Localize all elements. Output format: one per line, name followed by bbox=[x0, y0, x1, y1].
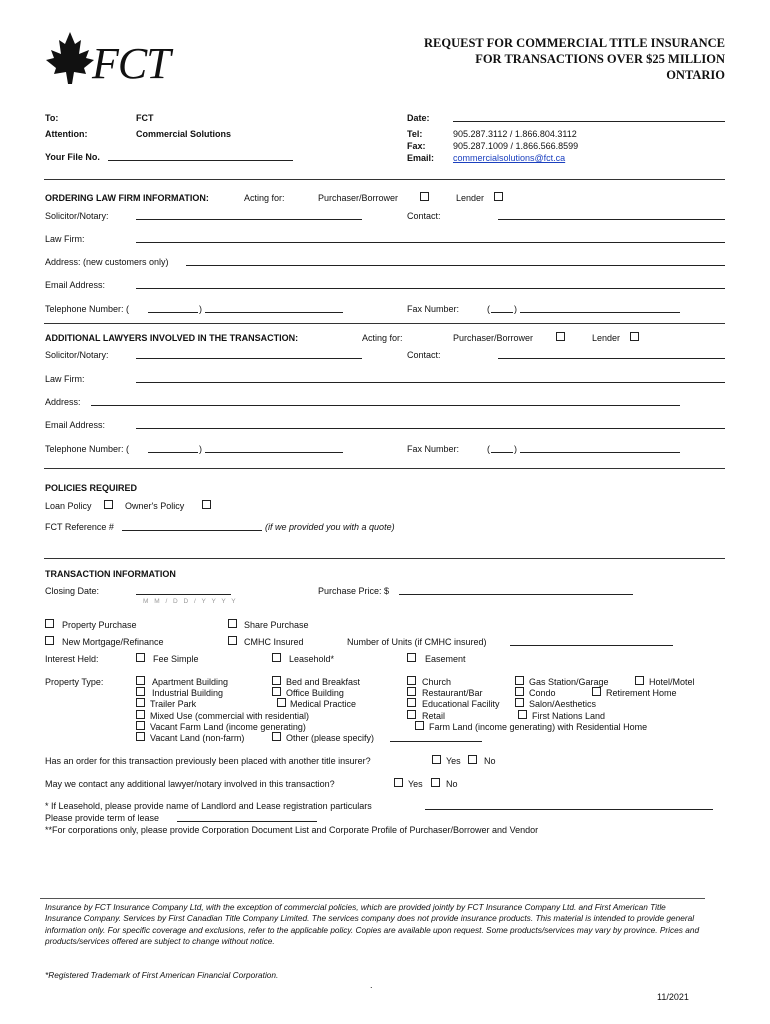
type-industrial-checkbox[interactable] bbox=[136, 687, 145, 696]
type-retirement-checkbox[interactable] bbox=[592, 687, 601, 696]
ordering-address-field[interactable] bbox=[186, 265, 725, 266]
type-condo-checkbox[interactable] bbox=[515, 687, 524, 696]
additional-address-field[interactable] bbox=[91, 405, 680, 406]
footer-divider bbox=[40, 898, 705, 899]
share-purchase-checkbox[interactable] bbox=[228, 619, 237, 628]
ordering-email-field[interactable] bbox=[136, 288, 725, 289]
additional-email-field[interactable] bbox=[136, 428, 725, 429]
type-other-field[interactable] bbox=[390, 741, 482, 742]
fax-value: 905.287.1009 / 1.866.566.8599 bbox=[453, 141, 579, 151]
ordering-acting-for: Acting for: bbox=[244, 193, 285, 203]
additional-fax-paren-close: ) bbox=[514, 444, 517, 454]
fct-logo bbox=[44, 30, 204, 88]
previous-order-no-checkbox[interactable] bbox=[468, 755, 477, 764]
ordering-contact-label: Contact: bbox=[407, 211, 441, 221]
title-line-1: REQUEST FOR COMMERCIAL TITLE INSURANCE bbox=[424, 36, 725, 50]
ordering-solicitor-label: Solicitor/Notary: bbox=[45, 211, 109, 221]
to-value: FCT bbox=[136, 113, 154, 123]
additional-fax-paren-open: ( bbox=[487, 444, 490, 454]
footer-disclaimer: Insurance by FCT Insurance Company Ltd, with the exception of commercial policies, which are provided jointly by FCT Insurance Company Ltd. and First American Title Insurance Company. Services by First Canadian Title Company Limited. The services company does not provide insurance products. This material is intended to provide general information only. For specific coverage and exclusions, refer to the applicable policy. Copies are available upon request. Some products/services may vary by province. Prices and products/services offered are subject to change without notice. bbox=[45, 902, 700, 946]
ordering-telephone-field[interactable] bbox=[205, 312, 343, 313]
closing-date-hint: M M / D D / Y Y Y Y bbox=[143, 598, 238, 605]
ordering-fax-paren-open: ( bbox=[487, 304, 490, 314]
ordering-purchaser-checkbox[interactable] bbox=[420, 192, 429, 201]
logo-text: FCT bbox=[92, 39, 170, 88]
ordering-lawfirm-label: Law Firm: bbox=[45, 234, 85, 244]
type-apartment-label: Apartment Building bbox=[152, 677, 229, 687]
type-trailer-label: Trailer Park bbox=[150, 699, 197, 709]
email-label: Email: bbox=[407, 153, 435, 163]
additional-acting-for: Acting for: bbox=[362, 333, 403, 343]
ordering-fax-paren-close: ) bbox=[514, 304, 517, 314]
file-no-label: Your File No. bbox=[45, 152, 100, 162]
type-vacant-farm-checkbox[interactable] bbox=[136, 721, 145, 730]
type-salon-checkbox[interactable] bbox=[515, 698, 524, 707]
type-church-label: Church bbox=[422, 677, 452, 687]
contact-lawyer-no-label: No bbox=[446, 779, 458, 789]
easement-checkbox[interactable] bbox=[407, 653, 416, 662]
units-label: Number of Units (if CMHC insured) bbox=[347, 637, 487, 647]
additional-solicitor-field[interactable] bbox=[136, 358, 362, 359]
type-church-checkbox[interactable] bbox=[407, 676, 416, 685]
lease-term-note: Please provide term of lease bbox=[45, 813, 160, 823]
additional-paren-close: ) bbox=[199, 444, 202, 454]
email-link[interactable]: commercialsolutions@fct.ca bbox=[453, 153, 566, 163]
loan-policy-label: Loan Policy bbox=[45, 501, 92, 511]
fax-label: Fax: bbox=[407, 141, 426, 151]
attention-value: Commercial Solutions bbox=[136, 129, 232, 139]
additional-contact-label: Contact: bbox=[407, 350, 441, 360]
additional-area-code-field[interactable] bbox=[148, 452, 198, 453]
type-retirement-label: Retirement Home bbox=[606, 688, 677, 698]
type-trailer-checkbox[interactable] bbox=[136, 698, 145, 707]
maple-leaf-icon bbox=[44, 30, 96, 86]
type-medical-label: Medical Practice bbox=[290, 699, 357, 709]
additional-heading: ADDITIONAL LAWYERS INVOLVED IN THE TRANSACTION: bbox=[45, 333, 299, 343]
ordering-telephone-label: Telephone Number: ( bbox=[45, 304, 130, 314]
ordering-email-label: Email Address: bbox=[45, 280, 106, 290]
ordering-lawfirm-field[interactable] bbox=[136, 242, 725, 243]
type-vacant-farm-label: Vacant Farm Land (income generating) bbox=[150, 722, 306, 732]
additional-fax-label: Fax Number: bbox=[407, 444, 460, 454]
units-field[interactable] bbox=[510, 645, 673, 646]
type-farm-residential-checkbox[interactable] bbox=[415, 721, 424, 730]
type-first-nations-checkbox[interactable] bbox=[518, 710, 527, 719]
purchase-price-label: Purchase Price: $ bbox=[318, 586, 390, 596]
type-apartment-checkbox[interactable] bbox=[136, 676, 145, 685]
date-label: Date: bbox=[407, 113, 430, 123]
fct-reference-field[interactable] bbox=[122, 530, 262, 531]
ordering-paren-close: ) bbox=[199, 304, 202, 314]
additional-email-label: Email Address: bbox=[45, 420, 106, 430]
lease-term-field[interactable] bbox=[177, 821, 317, 822]
footer-dot: . bbox=[370, 980, 373, 990]
property-purchase-checkbox[interactable] bbox=[45, 619, 54, 628]
type-bnb-label: Bed and Breakfast bbox=[286, 677, 361, 687]
ordering-purchaser-label: Purchaser/Borrower bbox=[318, 193, 399, 203]
title-line-2: FOR TRANSACTIONS OVER $25 MILLION bbox=[475, 52, 725, 66]
additional-lawfirm-label: Law Firm: bbox=[45, 374, 85, 384]
additional-fax-field[interactable] bbox=[520, 452, 680, 453]
leasehold-label: Leasehold* bbox=[289, 654, 335, 664]
type-educational-label: Educational Facility bbox=[422, 699, 500, 709]
type-mixed-checkbox[interactable] bbox=[136, 710, 145, 719]
ordering-lender-label: Lender bbox=[456, 193, 485, 203]
closing-date-field[interactable] bbox=[136, 594, 231, 595]
divider bbox=[44, 558, 725, 559]
type-condo-label: Condo bbox=[529, 688, 556, 698]
type-retail-checkbox[interactable] bbox=[407, 710, 416, 719]
fct-reference-note: (if we provided you with a quote) bbox=[265, 522, 395, 532]
type-office-label: Office Building bbox=[286, 688, 344, 698]
leasehold-particulars-field[interactable] bbox=[425, 809, 713, 810]
additional-solicitor-label: Solicitor/Notary: bbox=[45, 350, 109, 360]
type-retail-label: Retail bbox=[422, 711, 446, 721]
type-educational-checkbox[interactable] bbox=[407, 698, 416, 707]
owners-policy-label: Owner's Policy bbox=[125, 501, 185, 511]
owners-policy-checkbox[interactable] bbox=[202, 500, 211, 509]
type-mixed-label: Mixed Use (commercial with residential) bbox=[150, 711, 310, 721]
divider bbox=[44, 323, 725, 324]
corporations-note: **For corporations only, please provide Corporation Document List and Corporate Profile of Purchaser/Borrower and Vendor bbox=[45, 825, 539, 835]
type-farm-residential-label: Farm Land (income generating) with Residential Home bbox=[429, 722, 648, 732]
new-mortgage-checkbox[interactable] bbox=[45, 636, 54, 645]
form-revision-date: 11/2021 bbox=[657, 992, 689, 1002]
transaction-heading: TRANSACTION INFORMATION bbox=[45, 569, 176, 579]
ordering-solicitor-field[interactable] bbox=[136, 219, 362, 220]
type-vacant-land-checkbox[interactable] bbox=[136, 732, 145, 741]
closing-date-label: Closing Date: bbox=[45, 586, 100, 596]
type-restaurant-checkbox[interactable] bbox=[407, 687, 416, 696]
property-purchase-label: Property Purchase bbox=[62, 620, 137, 630]
interest-held-label: Interest Held: bbox=[45, 654, 99, 664]
cmhc-label: CMHC Insured bbox=[244, 637, 304, 647]
additional-purchaser-checkbox[interactable] bbox=[556, 332, 565, 341]
additional-telephone-field[interactable] bbox=[205, 452, 343, 453]
type-medical-checkbox[interactable] bbox=[277, 698, 286, 707]
type-salon-label: Salon/Aesthetics bbox=[529, 699, 597, 709]
loan-policy-checkbox[interactable] bbox=[104, 500, 113, 509]
type-gas-checkbox[interactable] bbox=[515, 676, 524, 685]
leasehold-checkbox[interactable] bbox=[272, 653, 281, 662]
additional-lender-checkbox[interactable] bbox=[630, 332, 639, 341]
share-purchase-label: Share Purchase bbox=[244, 620, 309, 630]
question-previous-order: Has an order for this transaction previously been placed with another title insurer? bbox=[45, 756, 371, 766]
policies-heading: POLICIES REQUIRED bbox=[45, 483, 138, 493]
ordering-fax-area-field[interactable] bbox=[491, 312, 513, 313]
property-type-label: Property Type: bbox=[45, 677, 104, 687]
type-other-label: Other (please specify) bbox=[286, 733, 375, 743]
type-restaurant-label: Restaurant/Bar bbox=[422, 688, 483, 698]
leasehold-note: * If Leasehold, please provide name of Landlord and Lease registration particulars bbox=[45, 801, 372, 811]
type-office-checkbox[interactable] bbox=[272, 687, 281, 696]
ordering-contact-field[interactable] bbox=[498, 219, 725, 220]
divider bbox=[44, 179, 725, 180]
ordering-lender-checkbox[interactable] bbox=[494, 192, 503, 201]
contact-lawyer-yes-label: Yes bbox=[408, 779, 423, 789]
fee-simple-checkbox[interactable] bbox=[136, 653, 145, 662]
type-hotel-label: Hotel/Motel bbox=[649, 677, 695, 687]
easement-label: Easement bbox=[425, 654, 466, 664]
additional-telephone-label: Telephone Number: ( bbox=[45, 444, 130, 454]
additional-lender-label: Lender bbox=[592, 333, 621, 343]
attention-label: Attention: bbox=[45, 129, 88, 139]
ordering-area-code-field[interactable] bbox=[148, 312, 198, 313]
new-mortgage-label: New Mortgage/Refinance bbox=[62, 637, 164, 647]
previous-order-no-label: No bbox=[484, 756, 496, 766]
additional-purchaser-label: Purchaser/Borrower bbox=[453, 333, 534, 343]
date-field[interactable] bbox=[453, 121, 725, 122]
tel-label: Tel: bbox=[407, 129, 423, 139]
cmhc-checkbox[interactable] bbox=[228, 636, 237, 645]
additional-fax-area-field[interactable] bbox=[491, 452, 513, 453]
ordering-fax-field[interactable] bbox=[520, 312, 680, 313]
type-industrial-label: Industrial Building bbox=[152, 688, 224, 698]
trademark-note: *Registered Trademark of First American Financial Corporation. bbox=[45, 970, 279, 980]
type-gas-label: Gas Station/Garage bbox=[529, 677, 609, 687]
additional-address-label: Address: bbox=[45, 397, 81, 407]
previous-order-yes-checkbox[interactable] bbox=[432, 755, 441, 764]
to-label: To: bbox=[45, 113, 59, 123]
tel-value: 905.287.3112 / 1.866.804.3112 bbox=[453, 129, 577, 139]
additional-lawfirm-field[interactable] bbox=[136, 382, 725, 383]
fee-simple-label: Fee Simple bbox=[153, 654, 199, 664]
type-bnb-checkbox[interactable] bbox=[272, 676, 281, 685]
title-line-3: ONTARIO bbox=[666, 68, 725, 82]
purchase-price-field[interactable] bbox=[399, 594, 633, 595]
fct-reference-label: FCT Reference # bbox=[45, 522, 114, 532]
type-other-checkbox[interactable] bbox=[272, 732, 281, 741]
additional-contact-field[interactable] bbox=[498, 358, 725, 359]
divider bbox=[44, 468, 725, 469]
file-no-field[interactable] bbox=[108, 160, 293, 161]
previous-order-yes-label: Yes bbox=[446, 756, 461, 766]
question-contact-lawyer: May we contact any additional lawyer/notary involved in this transaction? bbox=[45, 779, 335, 789]
ordering-heading: ORDERING LAW FIRM INFORMATION: bbox=[45, 193, 209, 203]
ordering-address-label: Address: (new customers only) bbox=[45, 257, 169, 267]
type-vacant-land-label: Vacant Land (non-farm) bbox=[150, 733, 245, 743]
ordering-fax-label: Fax Number: bbox=[407, 304, 460, 314]
contact-lawyer-yes-checkbox[interactable] bbox=[394, 778, 403, 787]
contact-lawyer-no-checkbox[interactable] bbox=[431, 778, 440, 787]
type-hotel-checkbox[interactable] bbox=[635, 676, 644, 685]
type-first-nations-label: First Nations Land bbox=[532, 711, 606, 721]
